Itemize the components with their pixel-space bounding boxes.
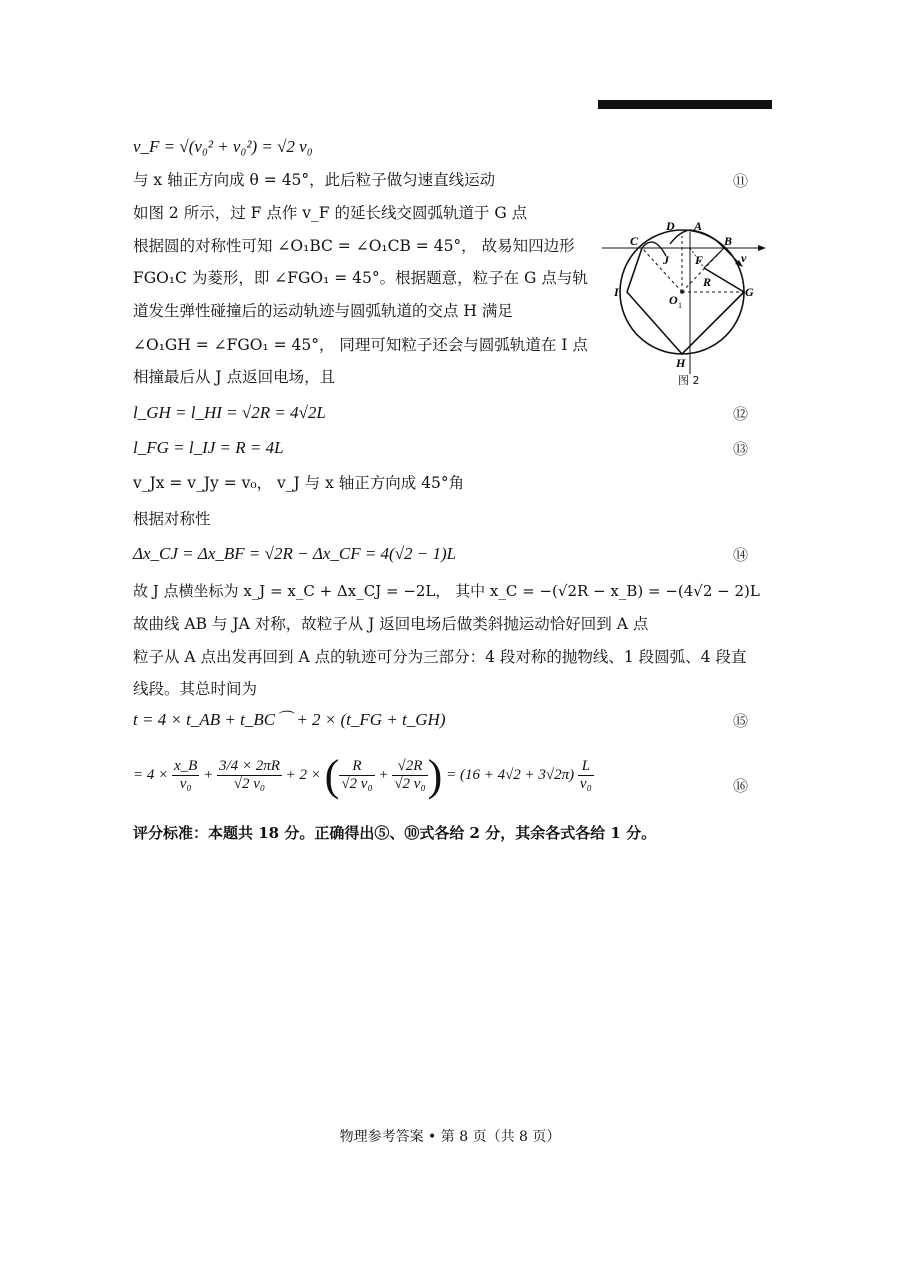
page-footer: 物理参考答案 • 第 8 页（共 8 页） <box>339 1129 561 1145</box>
eq-vf: v_F = √(v₀² + v₀²) = √2 v₀ <box>133 137 313 156</box>
label-d: D <box>666 219 675 233</box>
text-line: FGO₁C 为菱形，即 ∠FGO₁ = 45°。根据题意，粒子在 G 点与轨 <box>133 269 588 287</box>
text-line: 相撞最后从 J 点返回电场，且 <box>133 368 336 386</box>
label-i: I <box>614 285 619 299</box>
label-j: J <box>663 253 669 267</box>
label-v: v <box>741 251 747 265</box>
label-a: A <box>694 219 703 233</box>
label-c: C <box>630 234 639 248</box>
label-f: F <box>695 253 704 267</box>
label-o: O <box>669 293 678 307</box>
trajectory-lines <box>627 248 744 354</box>
label-b: B <box>724 234 733 248</box>
text-line: 根据圆的对称性可知 ∠O₁BC = ∠O₁CB = 45°， 故易知四边形 <box>133 237 575 255</box>
text-line: 线段。其总时间为 <box>133 680 258 698</box>
label-h: H <box>676 356 686 370</box>
text-line: 故曲线 AB 与 JA 对称，故粒子从 J 返回电场后做类斜抛运动恰好回到 A 点 <box>133 615 649 633</box>
eq-dx: Δx_CJ = Δx_BF = √2R − Δx_CF = 4(√2 − 1)L <box>133 544 457 563</box>
eq-number-15: ⑮ <box>733 712 749 730</box>
eq-time: t = 4 × t_AB + t_BC⌒ + 2 × (t_FG + t_GH) <box>133 710 446 729</box>
x-axis-arrow <box>758 245 766 251</box>
label-r: R <box>703 275 712 289</box>
text-line: 如图 2 所示，过 F 点作 v_F 的延长线交圆弧轨道于 G 点 <box>133 204 528 222</box>
eq-number-11: ⑪ <box>733 172 749 190</box>
scoring-criteria: 评分标准：本题共 18 分。正确得出⑤、⑩式各给 2 分，其余各式各给 1 分。 <box>133 824 657 842</box>
eq-number-13: ⑬ <box>733 440 749 458</box>
figure-caption: 图 2 <box>678 374 700 387</box>
text-line: 根据对称性 <box>133 510 211 528</box>
eq-number-14: ⑭ <box>733 546 749 564</box>
text-line: v_Jx = v_Jy = v₀， v_J 与 x 轴正方向成 45°角 <box>133 474 465 492</box>
eq-number-12: ⑫ <box>733 405 749 423</box>
text-line: ∠O₁GH = ∠FGO₁ = 45°， 同理可知粒子还会与圆弧轨道在 I 点 <box>133 336 588 354</box>
figure-2-diagram <box>600 216 772 388</box>
label-o-sub: 1 <box>678 301 682 310</box>
text-line: 粒子从 A 点出发再回到 A 点的轨迹可分为三部分：4 段对称的抛物线、1 段圆弧、4 段直 <box>133 648 747 666</box>
text-line: 道发生弹性碰撞后的运动轨迹与圆弧轨道的交点 H 满足 <box>133 302 513 320</box>
text-line: 故 J 点横坐标为 x_J = x_C + Δx_CJ = −2L， 其中 x_C = −(√2R − x_B) = −(4√2 − 2)L <box>133 582 760 600</box>
header-bar <box>598 100 772 109</box>
eq-number-16: ⑯ <box>733 777 749 795</box>
eq-lgh: l_GH = l_HI = √2R = 4√2L <box>133 403 326 422</box>
text-line: 与 x 轴正方向成 θ = 45°，此后粒子做匀速直线运动 <box>133 171 496 189</box>
eq-total-time: = 4 × $\frac{x\_B}{\text{v₀}}$ + $\frac{3/4 \times 2\pi R}{\text{√2 v₀}}$ + 2 × ( $\frac{R}{\text{√2 v₀}}$ + $\frac{√2R}{\text{√2 v₀}}$ ) = (16 + 4√2 + 3√2π) $\frac{L}{\text{v₀}}$ <box>133 751 592 800</box>
eq-lfg: l_FG = l_IJ = R = 4L <box>133 438 284 457</box>
label-g: G <box>745 285 754 299</box>
